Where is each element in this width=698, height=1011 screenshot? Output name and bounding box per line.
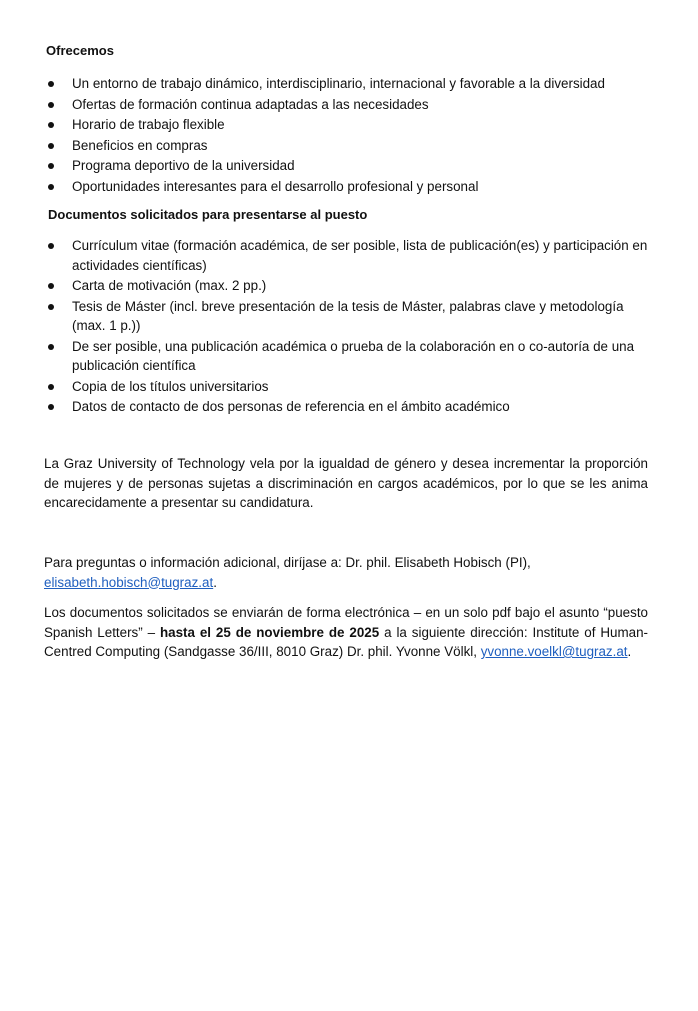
contact-text: Para preguntas o información adicional, diríjase a: Dr. phil. Elisabeth Hobisch (PI), xyxy=(44,555,531,570)
bullet-icon xyxy=(48,163,54,169)
contact-paragraph: Para preguntas o información adicional, diríjase a: Dr. phil. Elisabeth Hobisch (PI), elisabeth.hobisch@tugraz.at. xyxy=(44,555,531,590)
bullet-icon xyxy=(48,122,54,128)
bullet-icon xyxy=(48,384,54,390)
bullet-icon xyxy=(48,404,54,410)
bullet-icon xyxy=(48,243,54,249)
submission-email-link[interactable]: yvonne.voelkl@tugraz.at xyxy=(480,644,628,659)
list-item: Beneficios en compras xyxy=(0,136,650,156)
documents-list xyxy=(0,236,650,418)
list-item: Datos de contacto de dos personas de referencia en el ámbito académico xyxy=(0,397,650,417)
bullet-icon xyxy=(48,102,54,108)
deadline-text: hasta el 25 de noviembre de 2025 xyxy=(159,624,380,640)
bullet-icon xyxy=(48,81,54,87)
offer-list xyxy=(0,74,650,197)
list-item: Un entorno de trabajo dinámico, interdisciplinario, internacional y favorable a la diversidad xyxy=(0,74,650,94)
list-item: De ser posible, una publicación académica o prueba de la colaboración en o co-autoría de una publicación científica xyxy=(0,337,650,376)
equality-statement: La Graz University of Technology vela por la igualdad de género y desea incrementar la proporción de mujeres y de personas sujetas a discriminación en cargos académicos, por lo que se les anima encarecidamente a presentar su candidatura. xyxy=(44,456,648,510)
bullet-icon xyxy=(48,184,54,190)
list-item: Horario de trabajo flexible xyxy=(0,115,650,135)
bullet-icon xyxy=(48,304,54,310)
offer-heading: Ofrecemos xyxy=(46,43,114,58)
list-item: Tesis de Máster (incl. breve presentación de la tesis de Máster, palabras clave y metodología (max. 1 p.)) xyxy=(0,297,650,336)
list-item: Programa deportivo de la universidad xyxy=(0,156,650,176)
list-item: Carta de motivación (max. 2 pp.) xyxy=(0,276,650,296)
contact-email-link[interactable]: elisabeth.hobisch@tugraz.at xyxy=(44,574,214,590)
bullet-icon xyxy=(48,143,54,149)
list-item: Copia de los títulos universitarios xyxy=(0,377,650,397)
bullet-icon xyxy=(48,344,54,350)
list-item: Currículum vitae (formación académica, de ser posible, lista de publicación(es) y participación en actividades científicas) xyxy=(0,236,650,275)
documents-heading: Documentos solicitados para presentarse al puesto xyxy=(48,207,368,222)
list-item: Ofertas de formación continua adaptadas a las necesidades xyxy=(0,95,650,115)
submission-paragraph: Los documentos solicitados se enviarán de forma electrónica – en un solo pdf bajo el asunto “puesto Spanish Letters” – hasta el 25 de noviembre de 2025 a la siguiente dirección: Institute of Human-Centred Computing (Sandgasse 36/III, 8010 Graz) Dr. phil. Yvonne Völkl, yvonne.voelkl@tugraz.at. xyxy=(44,605,648,659)
bullet-icon xyxy=(48,283,54,289)
list-item: Oportunidades interesantes para el desarrollo profesional y personal xyxy=(0,177,650,197)
